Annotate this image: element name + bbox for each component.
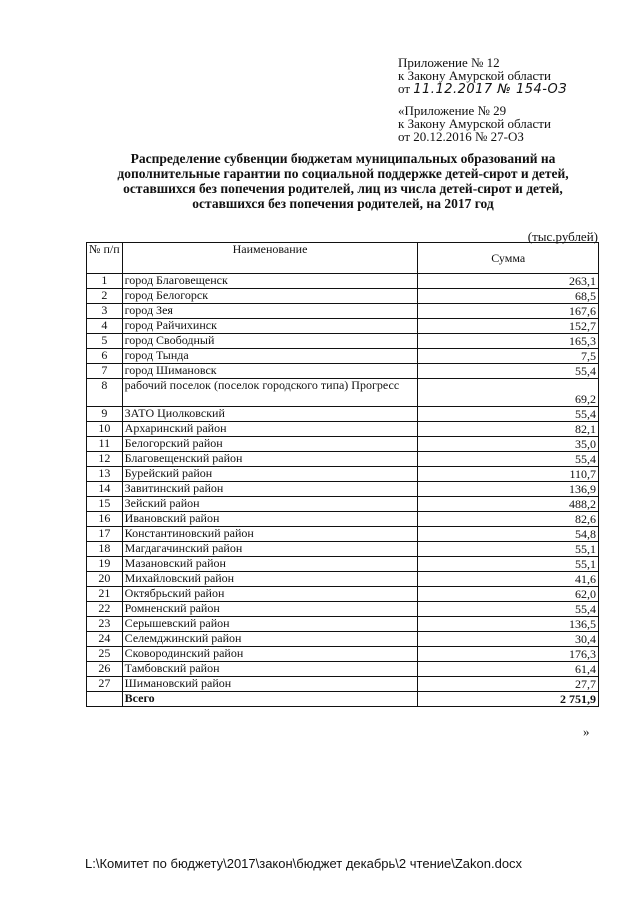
- header-number: № п/п: [87, 243, 123, 274]
- units-label: (тыс.рублей): [527, 229, 598, 244]
- row-amount: 7,5: [418, 349, 599, 364]
- row-amount: 55,1: [418, 542, 599, 557]
- table-row: [87, 527, 599, 542]
- row-amount: 82,1: [418, 422, 599, 437]
- row-number: 17: [87, 527, 123, 542]
- row-number: 7: [87, 364, 123, 379]
- subvention-table: [86, 242, 599, 707]
- row-amount: 55,4: [418, 407, 599, 422]
- row-amount: 27,7: [418, 677, 599, 692]
- table-row: [87, 334, 599, 349]
- row-number: 6: [87, 349, 123, 364]
- total-label: Всего: [122, 692, 418, 707]
- row-municipality-name: Ивановский район: [122, 512, 418, 527]
- row-amount: 110,7: [418, 467, 599, 482]
- table-row: [87, 587, 599, 602]
- date-prefix: от: [398, 81, 411, 96]
- row-amount: 68,5: [418, 289, 599, 304]
- row-number: 20: [87, 572, 123, 587]
- row-amount: 176,3: [418, 647, 599, 662]
- table-row: [87, 677, 599, 692]
- table-row: [87, 304, 599, 319]
- table-row: [87, 647, 599, 662]
- row-number: 18: [87, 542, 123, 557]
- table-row: [87, 617, 599, 632]
- row-amount: 41,6: [418, 572, 599, 587]
- row-number: 22: [87, 602, 123, 617]
- row-municipality-name: Шимановский район: [122, 677, 418, 692]
- row-municipality-name: Серышевский район: [122, 617, 418, 632]
- quoted-appendix-number: «Приложение № 29: [398, 103, 507, 118]
- file-path-footer: L:\Комитет по бюджету\2017\закон\бюджет декабрь\2 чтение\Zakon.docx: [85, 856, 523, 871]
- row-municipality-name: Константиновский район: [122, 527, 418, 542]
- total-number-cell: [87, 692, 123, 707]
- row-amount: 488,2: [418, 497, 599, 512]
- row-municipality-name: Завитинский район: [122, 482, 418, 497]
- table-row: [87, 452, 599, 467]
- law-appendix-header: [398, 56, 628, 96]
- row-number: 8: [87, 379, 123, 407]
- row-number: 23: [87, 617, 123, 632]
- row-number: 4: [87, 319, 123, 334]
- row-municipality-name: город Благовещенск: [122, 274, 418, 289]
- row-number: 24: [87, 632, 123, 647]
- row-municipality-name: город Шимановск: [122, 364, 418, 379]
- row-amount: 61,4: [418, 662, 599, 677]
- row-amount: 82,6: [418, 512, 599, 527]
- row-number: 25: [87, 647, 123, 662]
- total-row: [87, 692, 599, 707]
- table-header-row: [87, 243, 599, 274]
- table-body: [87, 274, 599, 692]
- header-name: Наименование: [122, 243, 418, 274]
- table-row: [87, 467, 599, 482]
- row-municipality-name: город Свободный: [122, 334, 418, 349]
- row-municipality-name: Магдагачинский район: [122, 542, 418, 557]
- row-municipality-name: город Тында: [122, 349, 418, 364]
- table-row: [87, 482, 599, 497]
- table-row: [87, 319, 599, 334]
- row-municipality-name: Сковородинский район: [122, 647, 418, 662]
- total-amount: 2 751,9: [418, 692, 599, 707]
- row-amount: 55,4: [418, 602, 599, 617]
- row-municipality-name: Тамбовский район: [122, 662, 418, 677]
- row-municipality-name: Октябрьский район: [122, 587, 418, 602]
- table-row: [87, 542, 599, 557]
- table-row: [87, 289, 599, 304]
- row-number: 12: [87, 452, 123, 467]
- table-row: [87, 349, 599, 364]
- row-amount: 263,1: [418, 274, 599, 289]
- row-municipality-name: Благовещенский район: [122, 452, 418, 467]
- row-municipality-name: Белогорский район: [122, 437, 418, 452]
- row-number: 13: [87, 467, 123, 482]
- row-number: 2: [87, 289, 123, 304]
- row-amount: 136,9: [418, 482, 599, 497]
- table-row: [87, 274, 599, 289]
- appendix-number: Приложение № 12: [398, 55, 500, 70]
- row-municipality-name: рабочий поселок (поселок городского типа) Прогресс: [122, 379, 418, 407]
- row-amount: 62,0: [418, 587, 599, 602]
- handwritten-date: 11.12.2017 № 154-ОЗ: [413, 82, 568, 97]
- table-row: [87, 662, 599, 677]
- row-municipality-name: Бурейский район: [122, 467, 418, 482]
- row-number: 5: [87, 334, 123, 349]
- row-amount: 167,6: [418, 304, 599, 319]
- table-row: [87, 572, 599, 587]
- row-number: 3: [87, 304, 123, 319]
- quoted-appendix-header: [398, 104, 628, 143]
- row-amount: 35,0: [418, 437, 599, 452]
- table-row: [87, 497, 599, 512]
- row-amount: 54,8: [418, 527, 599, 542]
- row-amount: 136,5: [418, 617, 599, 632]
- row-number: 16: [87, 512, 123, 527]
- row-amount: 55,1: [418, 557, 599, 572]
- row-municipality-name: Мазановский район: [122, 557, 418, 572]
- row-municipality-name: Зейский район: [122, 497, 418, 512]
- row-number: 9: [87, 407, 123, 422]
- table-row: [87, 422, 599, 437]
- row-number: 26: [87, 662, 123, 677]
- row-amount: 69,2: [418, 379, 599, 407]
- row-number: 1: [87, 274, 123, 289]
- document-title: Распределение субвенции бюджетам муниципальных образований на дополнительные гарантии по социальной поддержке детей-сирот и детей, оставшихся без попечения родителей, лиц из числа детей-сирот и детей, оставшихся без попечения родителей, на 2017 год: [117, 151, 569, 211]
- table-row: [87, 557, 599, 572]
- row-number: 10: [87, 422, 123, 437]
- table-row: [87, 632, 599, 647]
- row-amount: 55,4: [418, 364, 599, 379]
- table-row: [87, 512, 599, 527]
- row-municipality-name: город Зея: [122, 304, 418, 319]
- law-date: [398, 82, 628, 96]
- row-amount: 165,3: [418, 334, 599, 349]
- row-municipality-name: город Белогорск: [122, 289, 418, 304]
- row-amount: 55,4: [418, 452, 599, 467]
- quoted-law-reference: к Закону Амурской области: [398, 116, 551, 131]
- row-municipality-name: Архаринский район: [122, 422, 418, 437]
- row-number: 15: [87, 497, 123, 512]
- header-amount: Сумма: [418, 243, 599, 274]
- row-number: 11: [87, 437, 123, 452]
- row-number: 14: [87, 482, 123, 497]
- table-row: [87, 437, 599, 452]
- row-municipality-name: город Райчихинск: [122, 319, 418, 334]
- row-municipality-name: Ромненский район: [122, 602, 418, 617]
- quoted-law-date: от 20.12.2016 № 27-ОЗ: [398, 129, 524, 144]
- row-number: 21: [87, 587, 123, 602]
- law-reference: к Закону Амурской области: [398, 68, 551, 83]
- table-row: [87, 602, 599, 617]
- row-municipality-name: Михайловский район: [122, 572, 418, 587]
- closing-quote: »: [583, 724, 590, 739]
- row-amount: 152,7: [418, 319, 599, 334]
- row-amount: 30,4: [418, 632, 599, 647]
- row-number: 27: [87, 677, 123, 692]
- row-municipality-name: Селемджинский район: [122, 632, 418, 647]
- table-row: [87, 407, 599, 422]
- row-municipality-name: ЗАТО Циолковский: [122, 407, 418, 422]
- table-row: [87, 379, 599, 407]
- table-row: [87, 364, 599, 379]
- row-number: 19: [87, 557, 123, 572]
